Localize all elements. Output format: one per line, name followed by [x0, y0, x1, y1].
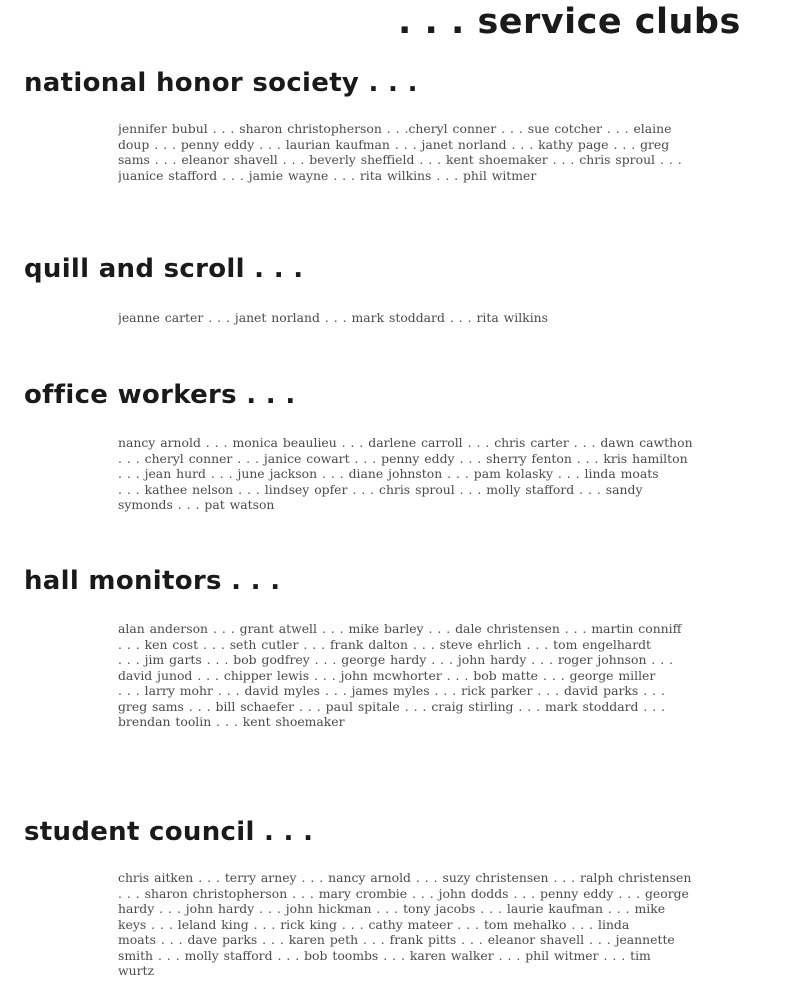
section-heading-student-council: student council . . .: [24, 817, 314, 847]
member-line: doup . . . penny eddy . . . laurian kaufman . . . janet norland . . . kathy page . . . greg: [118, 136, 670, 152]
section-members-office-workers: [118, 435, 800, 513]
member-line: sams . . . eleanor shavell . . . beverly sheffield . . . kent shoemaker . . . chris sproul . . .: [118, 152, 682, 167]
member-line: . . . sharon christopherson . . . mary crombie . . . john dodds . . . penny eddy . . . george: [118, 885, 689, 901]
member-line: . . . jean hurd . . . june jackson . . . diane johnston . . . pam kolasky . . . linda moats: [118, 466, 659, 481]
member-line: jeanne carter . . . janet norland . . . mark stoddard . . . rita wilkins: [118, 310, 549, 325]
member-line: . . . jim garts . . . bob godfrey . . . george hardy . . . john hardy . . . roger johnson . . .: [118, 652, 674, 667]
section-heading-quill-and-scroll: quill and scroll . . .: [24, 254, 304, 284]
member-line: greg sams . . . bill schaefer . . . paul spitale . . . craig stirling . . . mark stoddard . . .: [118, 698, 666, 714]
member-line: smith . . . molly stafford . . . bob toombs . . . karen walker . . . phil witmer . . . tim: [118, 947, 651, 963]
section-heading-office-workers: office workers . . .: [24, 380, 296, 410]
member-line: symonds . . . pat watson: [118, 497, 275, 512]
member-line: david junod . . . chipper lewis . . . john mcwhorter . . . bob matte . . . george miller: [118, 667, 656, 683]
section-heading-hall-monitors: hall monitors . . .: [24, 566, 281, 596]
member-line: . . . ken cost . . . seth cutler . . . frank dalton . . . steve ehrlich . . . tom engelhardt: [118, 636, 652, 652]
member-line: keys . . . leland king . . . rick king . . . cathy mateer . . . tom mehalko . . . linda: [118, 916, 630, 932]
section-members-hall-monitors: [118, 621, 800, 730]
member-line: . . . cheryl conner . . . janice cowart . . . penny eddy . . . sherry fenton . . . kris hamilton: [118, 450, 688, 466]
member-line: moats . . . dave parks . . . karen peth . . . frank pitts . . . eleanor shavell . . . jeannette: [118, 932, 675, 947]
member-line: . . . kathee nelson . . . lindsey opfer . . . chris sproul . . . molly stafford . . . sandy: [118, 481, 643, 497]
member-line: alan anderson . . . grant atwell . . . mike barley . . . dale christensen . . . martin conniff: [118, 621, 682, 636]
section-heading-national-honor-society: national honor society . . .: [24, 68, 418, 98]
member-line: wurtz: [118, 963, 155, 978]
member-line: hardy . . . john hardy . . . john hickman . . . tony jacobs . . . laurie kaufman . . . mike: [118, 901, 666, 916]
member-line: . . . larry mohr . . . david myles . . . james myles . . . rick parker . . . david parks . . .: [118, 683, 665, 698]
member-line: juanice stafford . . . jamie wayne . . . rita wilkins . . . phil witmer: [118, 167, 537, 183]
member-line: nancy arnold . . . monica beaulieu . . . darlene carroll . . . chris carter . . . dawn cawthon: [118, 435, 693, 450]
member-line: brendan toolin . . . kent shoemaker: [118, 714, 345, 729]
page-title: . . . service clubs: [398, 2, 741, 42]
section-members-student-council: [118, 870, 800, 979]
member-line: jennifer bubul . . . sharon christopherson . . .cheryl conner . . . sue cotcher . . . elaine: [118, 121, 672, 136]
section-members-quill-and-scroll: [118, 310, 800, 326]
member-line: chris aitken . . . terry arney . . . nancy arnold . . . suzy christensen . . . ralph christensen: [118, 870, 692, 885]
section-members-national-honor-society: [118, 121, 800, 183]
